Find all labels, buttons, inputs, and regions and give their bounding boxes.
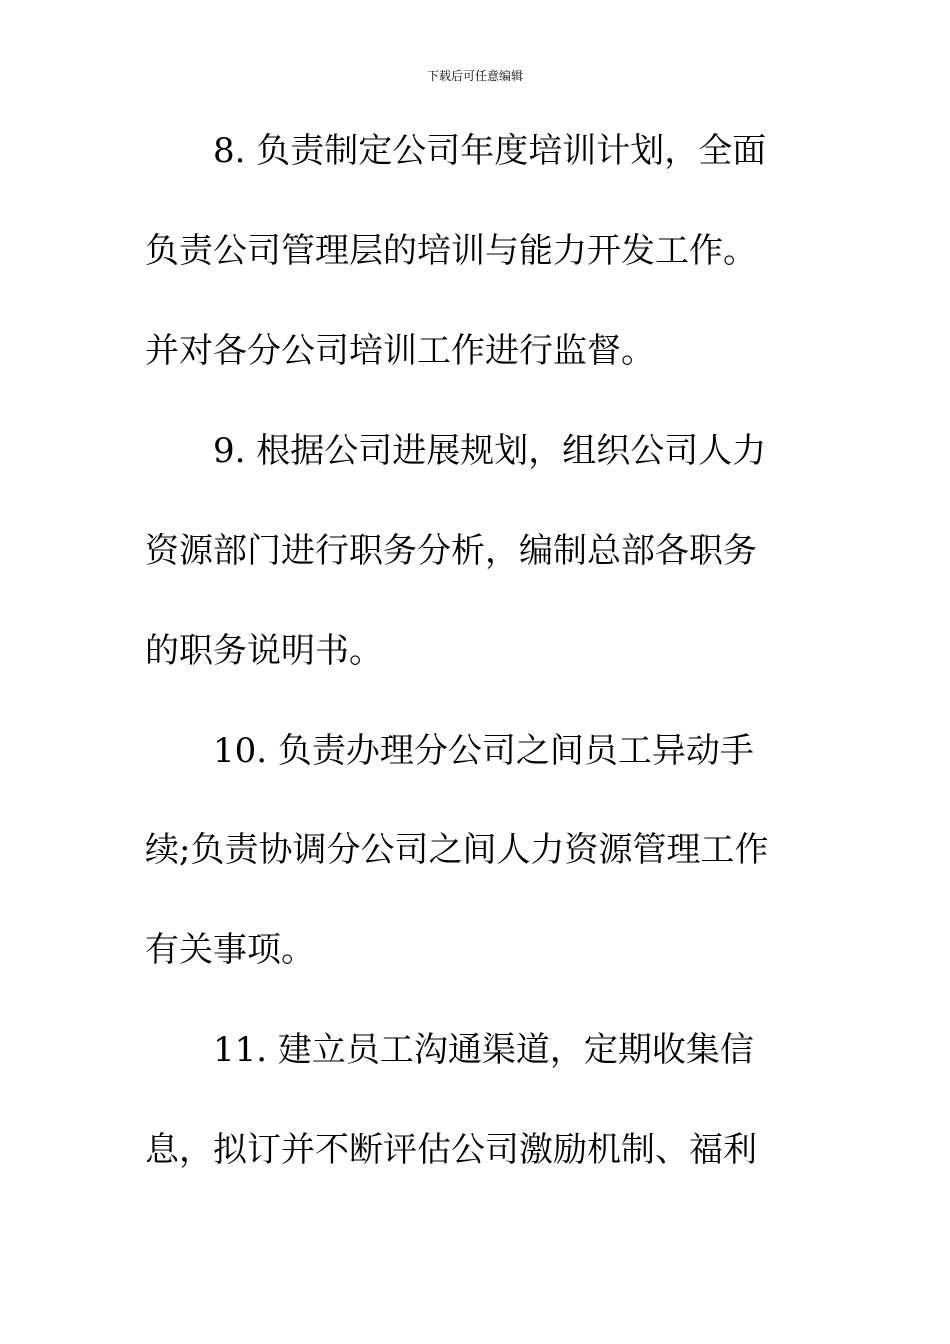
text-line: 的职务说明书。: [145, 631, 383, 671]
text-line: 11. 建立员工沟通渠道，定期收集信: [213, 1030, 754, 1070]
header-note: 下载后可任意编辑: [426, 69, 523, 83]
text-line: 续;负责协调分公司之间人力资源管理工作: [145, 830, 769, 870]
text-line: 息，拟订并不断评估公司激励机制、福利: [145, 1130, 757, 1170]
text-line: 有关事项。: [145, 930, 315, 970]
text-line: 10. 负责办理分公司之间员工异动手: [213, 731, 754, 771]
text-line: 负责公司管理层的培训与能力开发工作。: [145, 231, 757, 271]
text-line: 资源部门进行职务分析，编制总部各职务: [145, 531, 757, 571]
text-line: 9. 根据公司进展规划，组织公司人力: [213, 431, 767, 471]
text-line: 并对各分公司培训工作进行监督。: [145, 331, 655, 371]
text-line: 8. 负责制定公司年度培训计划，全面: [213, 131, 767, 171]
